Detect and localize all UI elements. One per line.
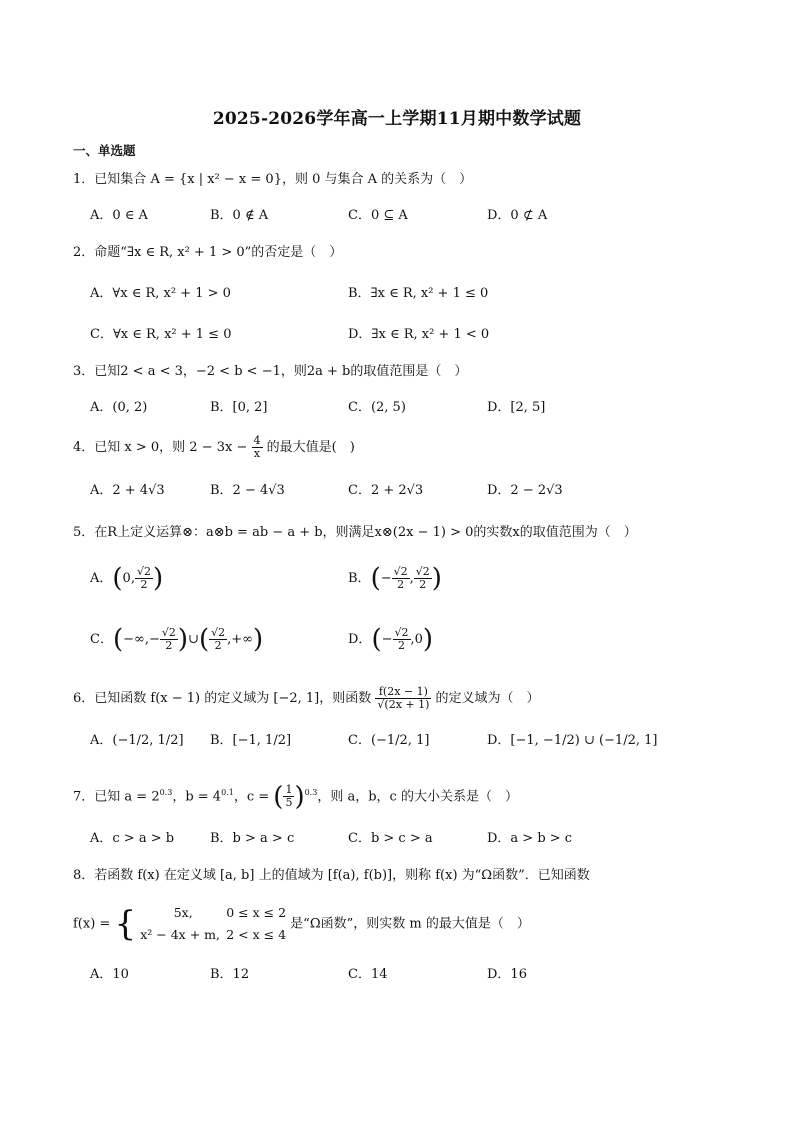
question-4	[73, 435, 355, 460]
option-b: B．[−1, 1/2]	[210, 733, 292, 748]
question-number: 5．	[73, 525, 95, 540]
denominator: √(2x + 1)	[377, 698, 430, 711]
fraction	[135, 566, 153, 591]
question-5	[73, 523, 637, 543]
option-c	[90, 624, 264, 655]
question-text: 的最大值是( )	[266, 440, 355, 455]
numerator: 4	[253, 434, 261, 447]
denominator: 2	[165, 639, 173, 652]
paren-left: (	[112, 563, 123, 594]
option-d: D．[−1, −1/2) ∪ (−1/2, 1]	[487, 733, 658, 748]
set-expression: A = {x | x² − x = 0}	[150, 172, 282, 187]
option-a: A．0 ∈ A	[90, 208, 148, 223]
case-condition: 2 < x ≤ 4	[226, 927, 287, 942]
paren-left: (	[198, 624, 210, 655]
denominator: 2	[140, 578, 148, 591]
paren-right: )	[422, 624, 434, 655]
question-1	[73, 170, 472, 190]
denominator: 2	[419, 578, 427, 591]
question-3	[73, 362, 467, 382]
paren-left: (	[112, 624, 124, 655]
option-b: B．12	[210, 967, 250, 982]
option-d: D．2 − 2√3	[487, 483, 563, 498]
exponent: 0.1	[221, 788, 234, 797]
math-text: −	[380, 571, 392, 586]
numerator: √2	[211, 626, 226, 639]
case-2	[140, 924, 286, 946]
paren-right: )	[294, 781, 305, 812]
option-b: B．(− $\frac{√2}{2}$ , $\frac{√2}{2}$ )	[348, 563, 442, 594]
numerator: √2	[415, 565, 430, 578]
numerator: √2	[394, 626, 409, 639]
exponent: 0.3	[159, 788, 173, 797]
option-b: B．∃x ∈ R, x² + 1 ≤ 0	[348, 286, 489, 301]
option-b: B．2 − 4√3	[210, 483, 285, 498]
brace: {	[114, 904, 137, 944]
option-c: C．2 + 2√3	[348, 483, 424, 498]
case-condition: 0 ≤ x ≤ 2	[226, 905, 287, 920]
numerator: √2	[393, 565, 408, 578]
fraction	[375, 686, 431, 711]
case-expression: x² − 4x + m,	[140, 927, 220, 942]
question-7	[73, 781, 518, 812]
option-label: A．	[90, 571, 113, 586]
question-text: 若函数 f(x) 在定义域 [a, b] 上的值域为 [f(a), f(b)]，则称 f(x) 为“Ω函数”．已知函数	[94, 868, 590, 883]
question-number: 2．	[73, 245, 95, 260]
option-c: C．b > c > a	[348, 831, 433, 846]
denominator: 5	[285, 796, 293, 810]
question-text: 已知 a = 2	[94, 789, 160, 805]
denominator: x	[253, 447, 261, 460]
question-8	[73, 866, 590, 886]
page-title: 2025-2026学年高一上学期11月期中数学试题	[212, 109, 582, 129]
question-number: 1．	[73, 172, 95, 187]
paren-right: )	[152, 563, 164, 594]
exponent: 0.3	[304, 788, 318, 797]
option-b: B．[0, 2]	[210, 400, 268, 415]
option-a: A．(0, 2)	[90, 400, 148, 415]
option-d	[348, 624, 434, 655]
option-a: A．c > a > b	[90, 831, 175, 846]
question-text: 的定义域为（ ）	[435, 691, 540, 706]
option-c: C．14	[348, 967, 388, 982]
question-2	[73, 243, 342, 263]
option-d: D．[2, 5]	[487, 400, 546, 415]
math-text: ,0	[410, 632, 423, 647]
option-d: D．16	[487, 967, 527, 982]
question-number: 6．	[73, 691, 95, 706]
fraction	[393, 627, 411, 652]
fraction	[160, 627, 178, 652]
option-b: B．b > a > c	[210, 831, 295, 846]
function-lhs: f(x) =	[73, 916, 111, 932]
question-text: 已知集合	[94, 172, 147, 187]
option-label: B．	[348, 571, 371, 586]
question-text: 已知函数 f(x − 1) 的定义域为 [−2, 1]，则函数	[94, 691, 372, 706]
math-text: ,+∞	[227, 632, 253, 647]
question-6	[73, 686, 540, 711]
option-a	[90, 563, 164, 594]
question-number: 3．	[73, 364, 95, 379]
case-1	[140, 902, 286, 924]
math-text: −∞,−	[123, 632, 160, 647]
option-c: C．∀x ∈ R, x² + 1 ≤ 0	[90, 327, 232, 342]
option-d: D．0 ⊄ A	[487, 208, 548, 223]
math-text: −	[381, 632, 393, 647]
paren-left: (	[371, 624, 382, 655]
paren-left: (	[370, 563, 381, 594]
denominator: 2	[397, 578, 405, 591]
fraction	[414, 566, 432, 591]
numerator: √2	[161, 626, 176, 639]
question-number: 4．	[73, 440, 95, 455]
section-heading: 一、单选题	[73, 143, 136, 158]
fraction	[283, 784, 294, 809]
question-text: 命题“∃x ∈ R, x² + 1 > 0”的否定是（ ）	[94, 245, 343, 260]
option-d: D．∃x ∈ R, x² + 1 < 0	[348, 327, 490, 342]
fraction	[392, 566, 410, 591]
option-b: B．0 ∉ A	[210, 208, 269, 223]
option-c: C．(2, 5)	[348, 400, 406, 415]
numerator: √2	[136, 565, 151, 578]
option-a: A．2 + 4√3	[90, 483, 165, 498]
paren-left: (	[273, 781, 284, 812]
denominator: 2	[398, 639, 405, 652]
question-text: ，则 0 与集合 A 的关系为（ ）	[281, 172, 473, 187]
cases	[140, 902, 286, 946]
fraction	[209, 627, 227, 652]
option-c: C．(−1/2, 1]	[348, 733, 430, 748]
math-text: 0,	[122, 571, 135, 586]
question-text: 是“Ω函数”，则实数 m 的最大值是（ ）	[290, 916, 530, 932]
paren-right: )	[177, 624, 189, 655]
option-c: C．0 ⊆ A	[348, 208, 408, 223]
question-text: ，c =	[233, 789, 274, 805]
option-d: D．a > b > c	[487, 831, 573, 846]
option-label: C．	[90, 632, 113, 647]
numerator: 1	[285, 783, 293, 797]
denominator: 2	[214, 639, 222, 652]
question-number: 7．	[73, 789, 95, 805]
piecewise-function	[73, 902, 530, 946]
option-a: A．(−1/2, 1/2]	[90, 733, 184, 748]
question-number: 8．	[73, 868, 95, 883]
question-text: 在R上定义运算⊗：a⊗b = ab − a + b，则满足x⊗(2x − 1) > 0的实数x的取值范围为（ ）	[94, 525, 637, 540]
numerator: f(2x − 1)	[375, 686, 431, 699]
question-text: 已知 x > 0，则 2 − 3x −	[94, 440, 248, 455]
option-label: D．	[348, 632, 372, 647]
paren-right: )	[431, 563, 442, 594]
option-a: A．∀x ∈ R, x² + 1 > 0	[90, 286, 231, 301]
question-text: ，b = 4	[172, 789, 222, 805]
option-a: A．10	[90, 967, 129, 982]
case-expression: 5x,	[173, 905, 193, 920]
union-symbol: ∪	[188, 632, 199, 647]
question-text: 已知2 < a < 3，−2 < b < −1，则2a + b的取值范围是（ ）	[94, 364, 468, 379]
paren-right: )	[252, 624, 264, 655]
fraction	[252, 435, 263, 460]
question-text: ，则 a，b，c 的大小关系是（ ）	[317, 789, 518, 805]
